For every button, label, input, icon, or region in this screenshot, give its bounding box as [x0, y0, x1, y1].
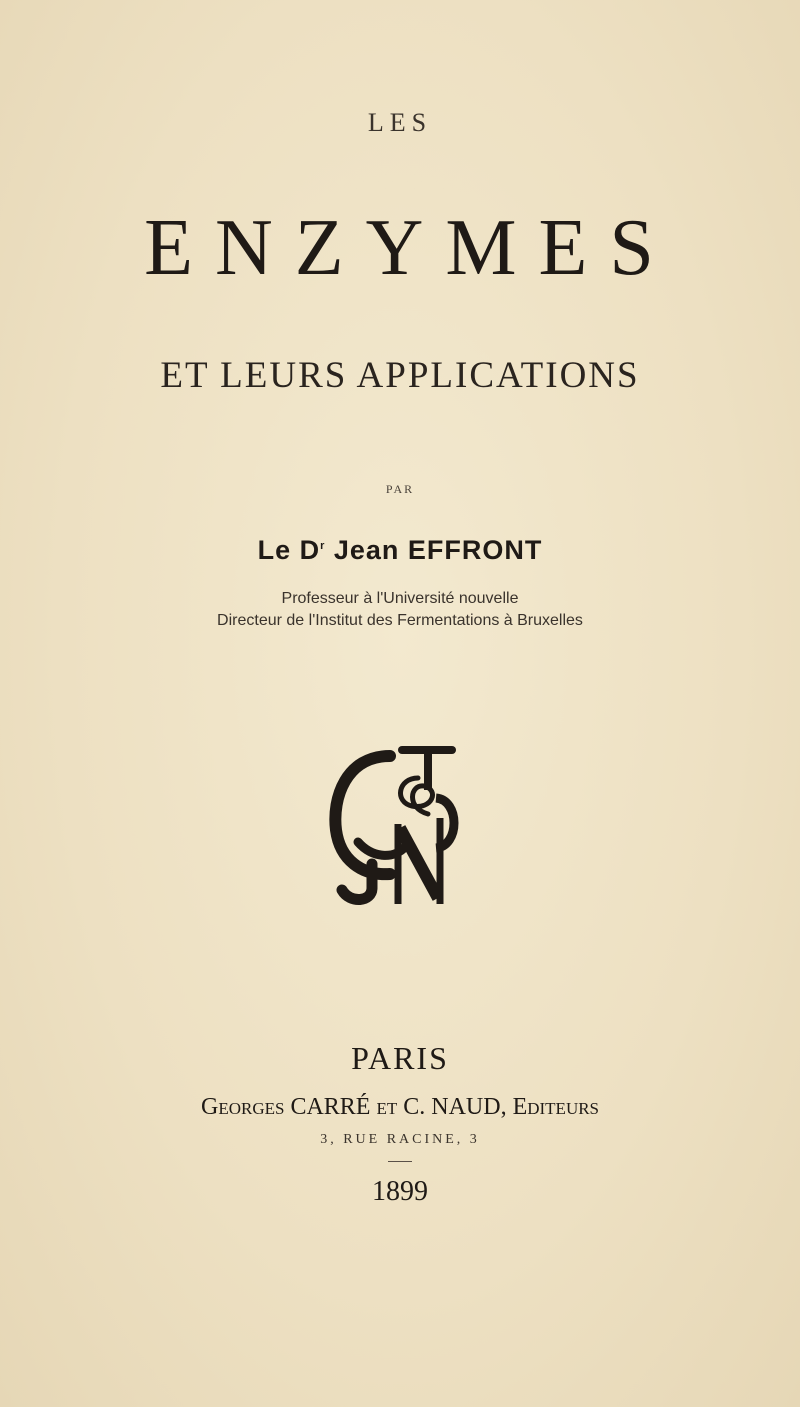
author-credential-2: Directeur de l'Institut des Fermentations à Bruxelles [217, 612, 583, 629]
publisher-role: Editeurs [512, 1094, 600, 1120]
author-fullname: Jean EFFRONT [325, 535, 543, 565]
publisher-address: 3, RUE RACINE, 3 [320, 1132, 480, 1147]
book-title: ENZYMES [144, 204, 676, 292]
publisher-first-name: Georges [200, 1094, 285, 1120]
author-credential-1: Professeur à l'Université nouvelle [281, 590, 519, 607]
author-name [0, 535, 800, 566]
publisher-monogram-icon [328, 738, 468, 908]
divider-rule [388, 1161, 412, 1162]
by-label: PAR [385, 482, 415, 496]
publisher-name-1: CARRÉ [290, 1094, 371, 1120]
publisher-name-2: C. NAUD, [403, 1094, 507, 1120]
publisher-conjunction: et [376, 1094, 398, 1120]
heading-les: LES [367, 108, 433, 137]
publisher-line [0, 1094, 800, 1121]
author-prefix: Le D [257, 535, 321, 565]
publication-year: 1899 [372, 1176, 428, 1207]
author-prefix-sup: r [320, 540, 326, 552]
publication-city: PARIS [351, 1040, 449, 1076]
book-subtitle: ET LEURS APPLICATIONS [160, 355, 640, 396]
